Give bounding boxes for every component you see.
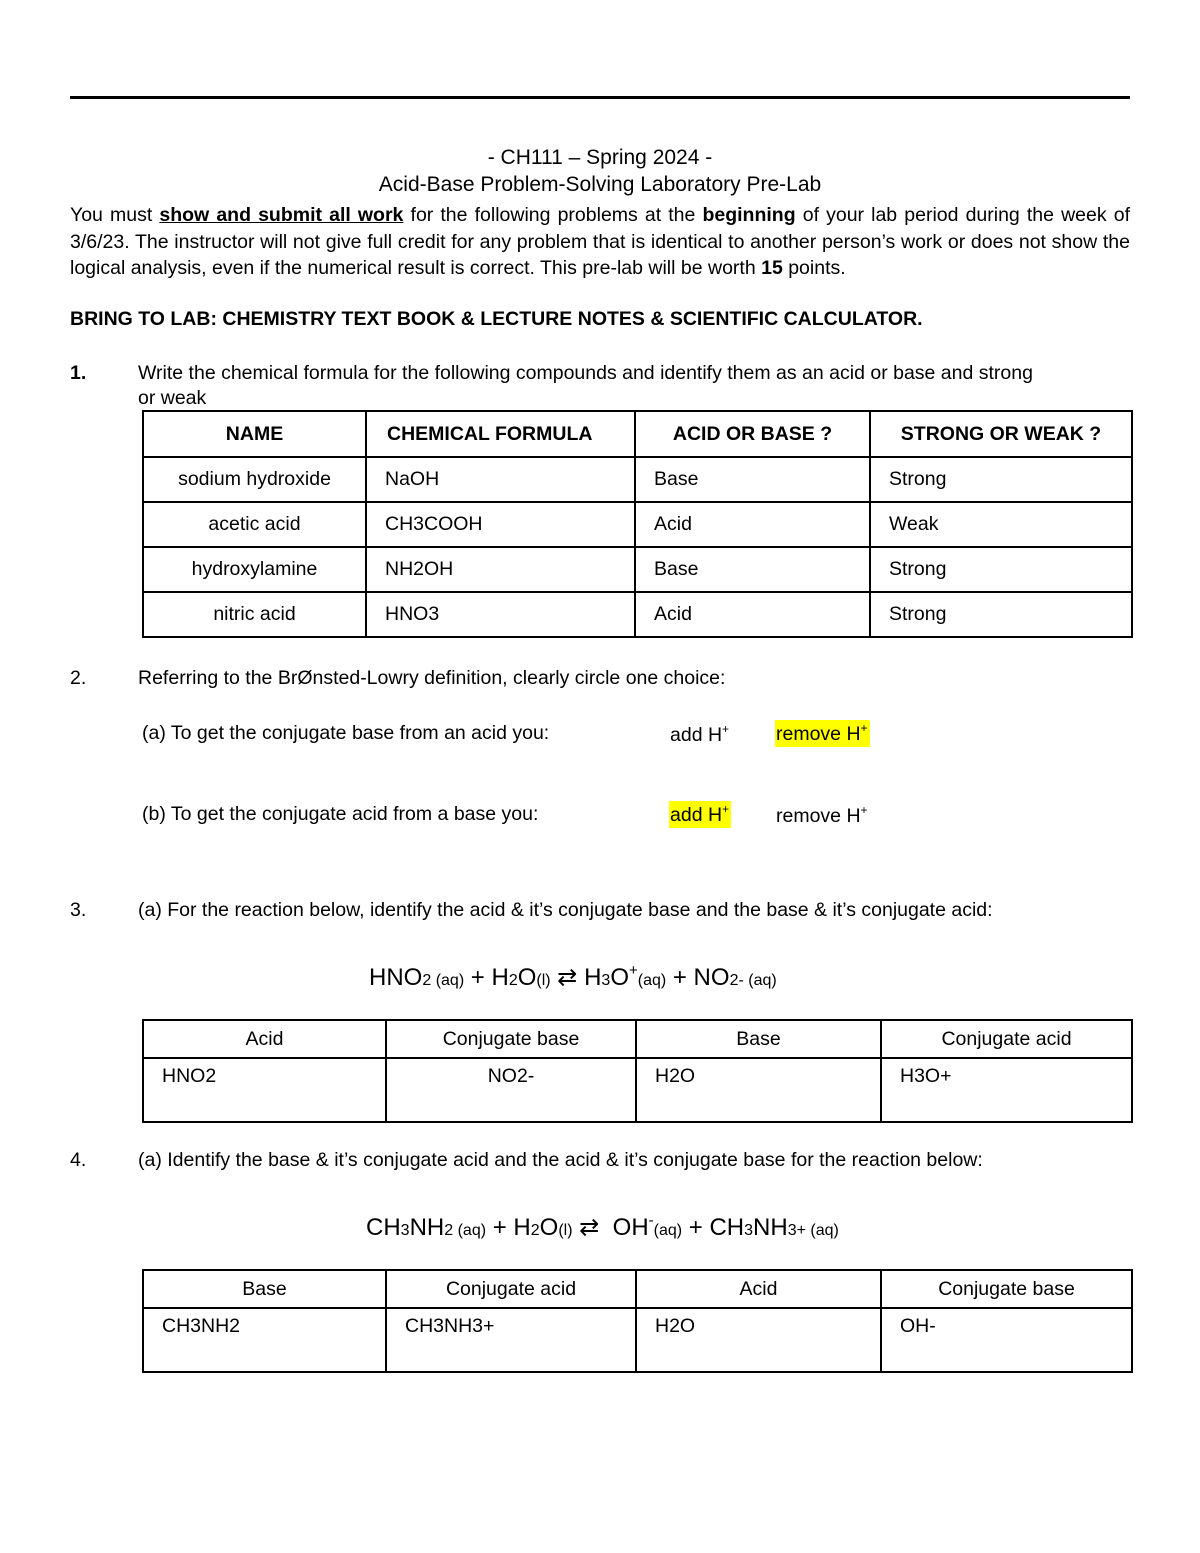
option-text: remove H: [776, 723, 861, 745]
intro-text: You must: [70, 204, 160, 226]
header-acid: Acid: [636, 1270, 881, 1308]
table-header-row: [143, 1020, 1132, 1058]
cell-formula: NaOH: [366, 457, 635, 502]
header-strength: STRONG OR WEAK ?: [870, 411, 1132, 457]
superscript: +: [860, 721, 868, 735]
cell-acid-base: Base: [635, 457, 870, 502]
q2b-label: (b) To get the conjugate acid from a base you:: [142, 803, 539, 825]
header-base: Base: [143, 1270, 386, 1308]
header-acid: Acid: [143, 1020, 386, 1058]
bring-to-lab: BRING TO LAB: CHEMISTRY TEXT BOOK & LECTURE NOTES & SCIENTIFIC CALCULATOR.: [70, 308, 923, 330]
q4-number: 4.: [70, 1149, 87, 1171]
cell-conjugate-base: NO2-: [386, 1058, 636, 1122]
table-row: [143, 1058, 1132, 1122]
cell-name: hydroxylamine: [143, 547, 366, 592]
q2a-option-remove-selected[interactable]: [775, 720, 870, 747]
intro-paragraph: [70, 202, 1130, 282]
q1-number: 1.: [70, 362, 87, 384]
q1-text-line2: or weak: [138, 387, 207, 409]
q3-text: (a) For the reaction below, identify the acid & it’s conjugate base and the base & it’s conjugate acid:: [138, 899, 993, 921]
cell-base: H2O: [636, 1058, 881, 1122]
intro-emphasis: show and submit all work: [159, 204, 404, 226]
cell-name: nitric acid: [143, 592, 366, 637]
cell-name: acetic acid: [143, 502, 366, 547]
q1-text-line1: Write the chemical formula for the following compounds and identify them as an acid or base and strong: [138, 362, 1033, 384]
top-rule: [70, 96, 1130, 99]
q2b-option-add-selected[interactable]: [669, 801, 731, 828]
cell-strength: Weak: [870, 502, 1132, 547]
q3-number: 3.: [70, 899, 87, 921]
table-header-row: [143, 1270, 1132, 1308]
cell-acid-base: Acid: [635, 592, 870, 637]
cell-acid-base: Acid: [635, 502, 870, 547]
header-name: NAME: [143, 411, 366, 457]
table-header-row: [143, 411, 1132, 457]
q4-table: [142, 1269, 1133, 1373]
intro-text: points.: [782, 257, 846, 279]
cell-formula: HNO3: [366, 592, 635, 637]
header-conjugate-acid: Conjugate acid: [881, 1020, 1132, 1058]
cell-acid: HNO2: [143, 1058, 386, 1122]
cell-strength: Strong: [870, 547, 1132, 592]
q2-text: Referring to the BrØnsted-Lowry definition, clearly circle one choice:: [138, 667, 726, 689]
cell-name: sodium hydroxide: [143, 457, 366, 502]
page-title: Acid-Base Problem-Solving Laboratory Pre-Lab: [378, 173, 822, 196]
option-text: add H: [670, 724, 723, 746]
cell-formula: CH3COOH: [366, 502, 635, 547]
header-base: Base: [636, 1020, 881, 1058]
header-acid-base: ACID OR BASE ?: [635, 411, 870, 457]
intro-points: 15: [761, 257, 783, 279]
reaction-equation-2: CH3NH2 (aq) + H2O(l) ⇄ OH-(aq) + CH3NH3+ (aq): [366, 1212, 839, 1241]
cell-conjugate-base: OH-: [881, 1308, 1132, 1372]
table-row: [143, 547, 1132, 592]
q2a-label: (a) To get the conjugate base from an acid you:: [142, 722, 550, 744]
header-conjugate-base: Conjugate base: [881, 1270, 1132, 1308]
cell-conjugate-acid: CH3NH3+: [386, 1308, 636, 1372]
option-text: add H: [670, 804, 723, 826]
q2b-option-remove[interactable]: [776, 803, 868, 828]
intro-text: of your lab period during the week of 3/6/23. The instructor will not give full credit for any problem that is identical to another person’s work or does not show the logical analysis, even if the numerical result is correct. This pre-lab will be worth: [70, 204, 1130, 279]
cell-strength: Strong: [870, 592, 1132, 637]
intro-bold: beginning: [702, 204, 796, 226]
option-text: remove H: [776, 805, 861, 827]
q2-number: 2.: [70, 667, 87, 689]
header-conjugate-acid: Conjugate acid: [386, 1270, 636, 1308]
table-row: [143, 1308, 1132, 1372]
table-row: [143, 592, 1132, 637]
cell-base: CH3NH2: [143, 1308, 386, 1372]
superscript: +: [722, 722, 730, 736]
header-formula: CHEMICAL FORMULA: [366, 411, 635, 457]
superscript: +: [860, 803, 868, 817]
cell-acid: H2O: [636, 1308, 881, 1372]
q4-text: (a) Identify the base & it’s conjugate acid and the acid & it’s conjugate base for the reaction below:: [138, 1149, 983, 1171]
cell-formula: NH2OH: [366, 547, 635, 592]
superscript: +: [722, 802, 730, 816]
q2a-option-add[interactable]: [670, 722, 729, 747]
intro-text: for the following problems at the: [403, 204, 703, 226]
cell-conjugate-acid: H3O+: [881, 1058, 1132, 1122]
cell-strength: Strong: [870, 457, 1132, 502]
q1-table: [142, 410, 1133, 638]
table-row: [143, 502, 1132, 547]
q3-table: [142, 1019, 1133, 1123]
reaction-equation-1: HNO2 (aq) + H2O(l) ⇄ H3O+(aq) + NO2- (aq): [369, 962, 777, 991]
course-line: - CH111 – Spring 2024 -: [487, 146, 713, 169]
table-row: [143, 457, 1132, 502]
header-conjugate-base: Conjugate base: [386, 1020, 636, 1058]
cell-acid-base: Base: [635, 547, 870, 592]
